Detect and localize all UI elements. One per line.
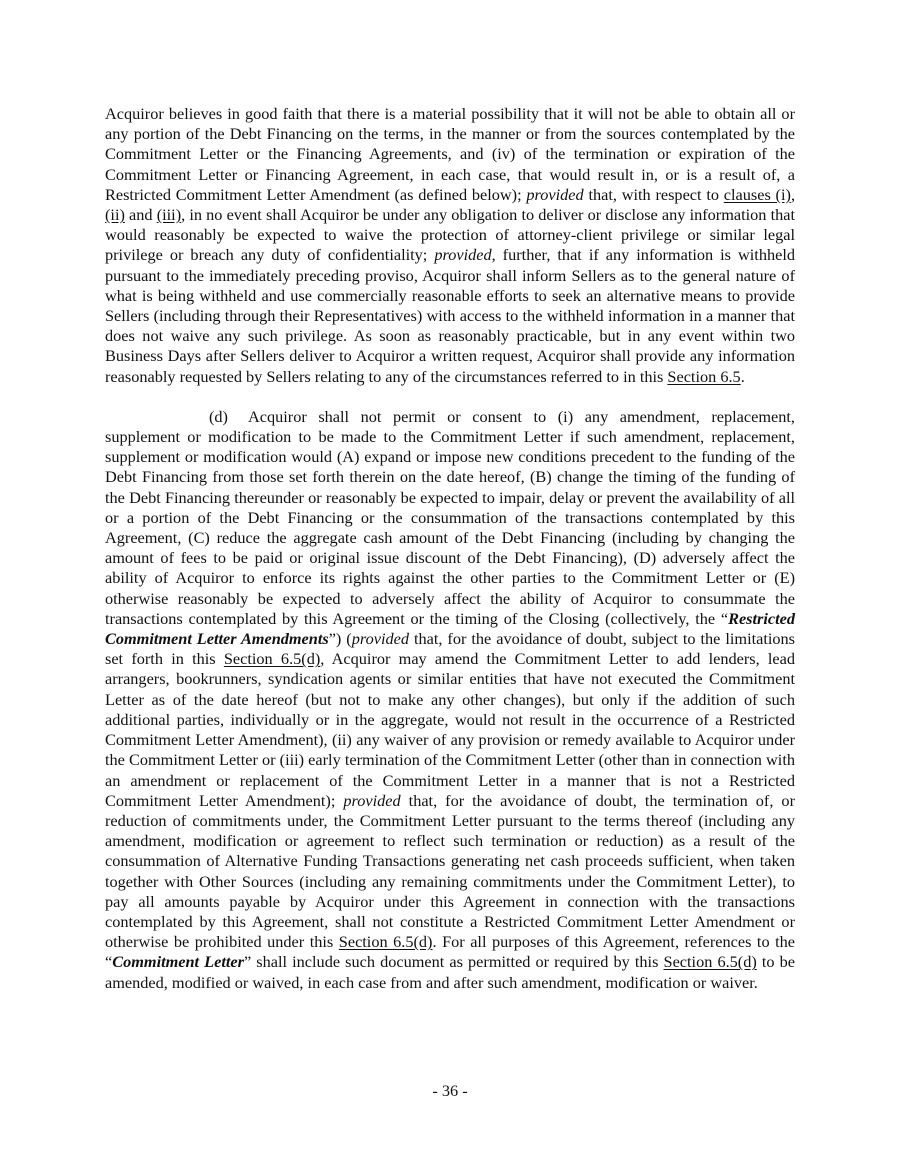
paragraph-d: [105, 407, 795, 993]
text-run: ,: [790, 184, 796, 204]
text-run: .: [740, 366, 745, 386]
paragraph-continued: [105, 104, 795, 387]
defined-term-restricted-amendments: Restricted Commitment Letter Amendments: [105, 608, 795, 649]
text-run: ”) (: [328, 629, 352, 649]
cross-reference-clause-i: clauses (i): [723, 184, 791, 204]
defined-term-commitment-letter: Commitment Letter: [112, 952, 244, 972]
text-run: to be amended, modified or waived, in each case from and after such amendment, modification or waiver.: [105, 952, 796, 992]
text-run: that, with respect to: [583, 184, 724, 204]
document-page: [105, 104, 795, 993]
text-run: that, for the avoidance of doubt, subject to the limitations set forth in this: [105, 629, 796, 669]
text-run: , Acquiror may amend the Commitment Letter to add lenders, lead arrangers, bookrunners, syndication agents or similar entities that have not executed the Commitment Letter as of the date hereof (but not to make any other changes), but only if the addition of such additional parties, individually or in the aggregate, would not result in the occurrence of a Restricted Commitment Letter Amendment), (ii) any waiver of any provision or remedy available to Acquiror under the Commitment Letter or (iii) early termination of the Commitment Letter (other than in connection with an amendment or replacement of the Commitment Letter in a manner that is not a Restricted Commitment Letter Amendment);: [105, 649, 796, 810]
page-number: - 36 -: [432, 1081, 468, 1100]
cross-reference-section-6-5: Section 6.5: [667, 366, 741, 386]
emphasis-provided: provided: [434, 245, 492, 265]
text-run: Acquiror shall not permit or consent to (i) any amendment, replacement, supplement or modification to be made to the Commitment Letter if such amendment, replacement, supplement or modification would (A) expand or impose new conditions precedent to the funding of the Debt Financing from those set forth therein on the date hereof, (B) change the timing of the funding of the Debt Financing thereunder or reasonably be expected to impair, delay or prevent the availability of all or a portion of the Debt Financing or the consummation of the transactions contemplated by this Agreement, (C) reduce the aggregate cash amount of the Debt Financing (including by changing the amount of fees to be paid or original issue discount of the Debt Financing), (D) adversely affect the ability of Acquiror to enforce its rights against the other parties to the Commitment Letter or (E) otherwise reasonably be expected to adversely affect the ability of Acquiror to consummate the transactions contemplated by this Agreement or the timing of the Closing (collectively, the “: [105, 406, 795, 628]
cross-reference-clause-iii: (iii): [156, 205, 182, 225]
text-run: and: [124, 205, 157, 225]
clause-label: (d): [209, 406, 228, 426]
text-run: , further, that if any information is withheld pursuant to the immediately preceding proviso, Acquiror shall inform Sellers as to the general nature of what is being withheld and use commercially reasonable efforts to seek an alternative means to provide Sellers (including through their Representatives) with access to the withheld information in a manner that does not waive any such privilege. As soon as reasonably practicable, but in any event within two Business Days after Sellers deliver to Acquiror a written request, Acquiror shall provide any information reasonably requested by Sellers relating to any of the circumstances referred to in this: [105, 245, 795, 386]
text-run: Acquiror believes in good faith that there is a material possibility that it will not be able to obtain all or any portion of the Debt Financing on the terms, in the manner or from the sources contemplated by the Commitment Letter or the Financing Agreements, and (iv) of the termination or expiration of the Commitment Letter or Financing Agreement, in each case, that would result in, or is a result of, a Restricted Commitment Letter Amendment (as defined below);: [105, 104, 795, 204]
cross-reference-section-6-5-d: Section 6.5(d): [663, 952, 757, 972]
cross-reference-section-6-5-d: Section 6.5(d): [223, 649, 321, 669]
text-run: ” shall include such document as permitted or required by this: [243, 952, 664, 972]
emphasis-provided: provided: [526, 184, 584, 204]
text-run: that, for the avoidance of doubt, the termination of, or reduction of commitments under, the Commitment Letter pursuant to the terms thereof (including any amendment, modification or agreement to reflect such termination or reduction) as a result of the consummation of Alternative Funding Transactions generating net cash proceeds sufficient, when taken together with Other Sources (including any remaining commitments under the Commitment Letter), to pay all amounts payable by Acquiror under this Agreement in connection with the transactions contemplated by this Agreement, shall not constitute a Restricted Commitment Letter Amendment or otherwise be prohibited under this: [105, 790, 795, 952]
cross-reference-clause-ii: (ii): [105, 205, 125, 225]
emphasis-provided: provided: [351, 629, 410, 649]
cross-reference-section-6-5-d: Section 6.5(d): [338, 932, 433, 952]
text-run: . For all purposes of this Agreement, references to the “: [105, 932, 796, 972]
text-run: , in no event shall Acquiror be under any obligation to deliver or disclose any information that would reasonably be expected to waive the protection of attorney-client privilege or similar legal privilege or breach any duty of confidentiality;: [105, 205, 795, 265]
emphasis-provided: provided: [343, 790, 401, 810]
